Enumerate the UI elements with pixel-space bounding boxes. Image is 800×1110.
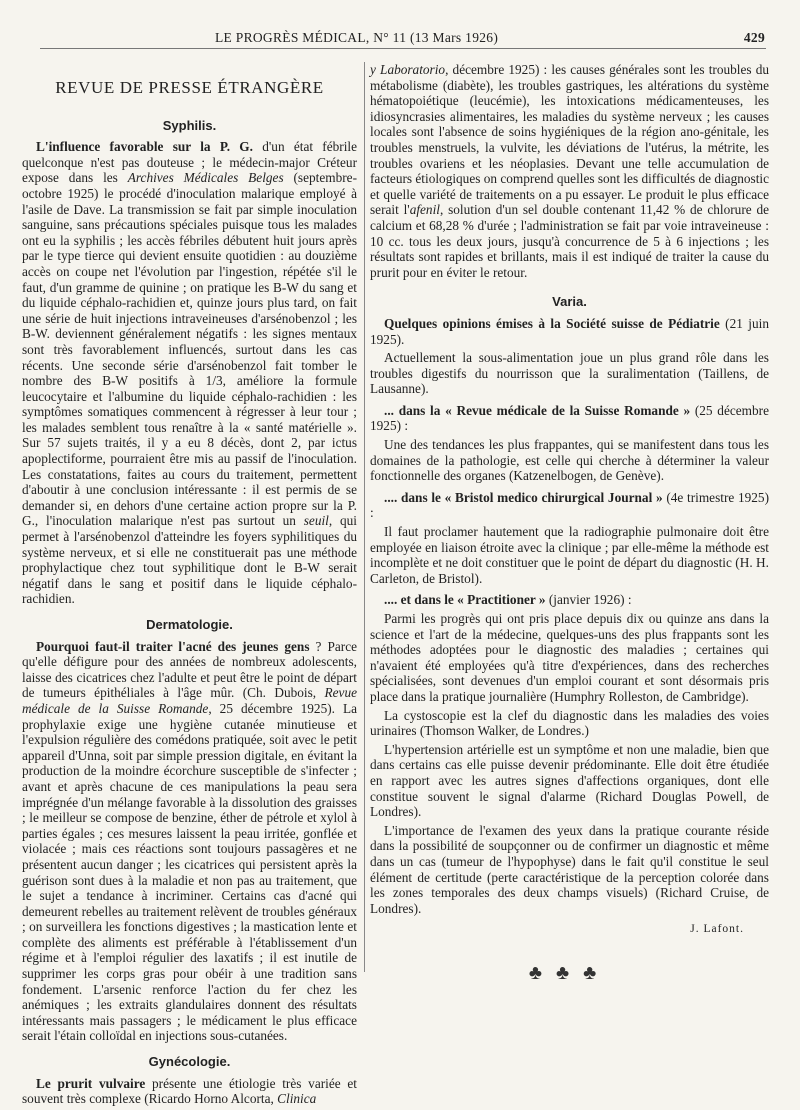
lead-dermatologie: Pourquoi faut-il traiter l'acné des jeunes gens (36, 638, 310, 654)
article-gynecologie-continued: y Laboratorio, décembre 1925) : les causes générales sont les troubles du métabolisme (diabète), les troubles gastriques, les altérations du système hématopoiétique (leucémie), les intoxications médicamenteuses, les idiosyncrasies alimentaires, les maladies du système nerveux ; les causes locales sont l'absence de soins hygiéniques de la région ano-génitale, les troubles menstruels, la vulvite, les déviations de l'utérus, la métrite, les troubles ovariens et les néoplasies. Devant une telle accumulation de facteurs étiologiques on comprend quelles sont les difficultés de diagnostic et quelle variété de traitements on a pu essayer. Le produit le plus efficace serait l'afenil, solution d'un sel double contenant 11,42 % de chlorure de calcium et 68,28 % d'urée ; l'administration se fait par voie intraveineuse : 10 cc. tous les deux jours, jusqu'à concurrence de 5 à 6 injections ; les résultats sont rapides et brillants, mais il est indiqué de traiter la cause du prurit pour en éviter le retour. (370, 62, 769, 280)
heading-gynecologie: Gynécologie. (148, 1054, 231, 1070)
column-divider (364, 62, 365, 972)
running-title: LE PROGRÈS MÉDICAL, N° 11 (13 Mars 1926) (215, 30, 499, 45)
header-rule (40, 48, 766, 49)
varia-entry-revue-suisse: ... dans la « Revue médicale de la Suisse Romande » (25 décembre 1925) : (370, 402, 769, 434)
running-head (0, 30, 800, 46)
varia-text-practitioner-2: La cystoscopie est la clef du diagnostic dans les maladies des voies urinaires (Thomson Walker, de Londres.) (370, 707, 769, 739)
article-syphilis: L'influence favorable sur la P. G. d'un état fébrile quelconque n'est pas douteuse ; le médecin-major Créteur expose dans les Archives Médicales Belges (septembre-octobre 1925) le procédé d'inoculation malarique employé à l'asile de Dave. La transmission se fait par simple inoculation sanguine, sans précautions spéciales puisque tous les malades ont eu la syphilis ; les accès fébriles débutent huit jours après par le type tierce qui devient ensuite quotidien : au douzième accès on coupe net l'évolution par l'ingestion, répétée s'il le faut, d'un gramme de quinine ; on pratique les B-W du sang et du liquide céphalo-rachidien et, quinze jours plus tard, on fait une série de huit injections intraveineuses d'arsénobenzol ; les B-W. deviennent généralement négatifs : les signes mentaux sont très favorablement influencés, surtout dans les cas récents. Une seconde série d'arsénobenzol fait tomber le nombre des B-W positifs à 1/3, améliore la formule leucocytaire et l'albumine du liquide céphalo-rachidien : les symptômes somatiques commencent à régresser à leur tour ; les malades semblent tous renaître à la « santé matérielle ». Sur 57 sujets traités, il y a eu 8 décès, dont 2, par ictus apoplectiforme, pourraient être mis au passif de l'inoculation. Les constatations, faites au cours du traitement, permettent d'aboutir à une conclusion intéressante : il est permis de se demander si, en dehors d'une certaine action propre sur la P. G., l'inoculation malarique n'est pas surtout un seuil, qui permet à l'arsénobenzol d'atteindre les foyers syphilitiques du système nerveux, et si elle ne constituerait pas une méthode prophylactique chez tout syphilitique dont le B-W serait négatif dans le sang et positif dans le liquide céphalo-rachidien. (22, 139, 358, 607)
term-afenil: afenil (409, 202, 440, 218)
heading-syphilis: Syphilis. (162, 117, 217, 133)
varia-text-practitioner-3: L'hypertension artérielle est un symptôme et non une maladie, bien que dans certains cas elle puisse devenir prédominante. Elle doit être étudiée en rapport avec les autres signes d'affections organiques, dont elle constitue souvent le signal d'alarme (Richard Douglas Powell, de Londres). (370, 741, 769, 820)
section-title: REVUE DE PRESSE ÉTRANGÈRE (55, 78, 324, 97)
article-dermatologie: Pourquoi faut-il traiter l'acné des jeunes gens ? Parce qu'elle défigure pour des années de nombreux adolescents, laisse des cicatrices chez l'adulte et peut être le point de départ de tumeurs épithéliales à l'âge mûr. (Ch. Dubois, Revue médicale de la Suisse Romande, 25 décembre 1925). La prophylaxie exige une hygiène cutanée minutieuse et l'expulsion régulière des comédons pratiquée, soit avec le petit appareil d'Unna, soit par simple pression digitale, en évitant la production de la moindre écorchure susceptible de s'infecter ; avant et après chacune de ces manipulations la peau sera imprégnée d'un mélange favorable à la dissolution des graisses ; le meilleur se compose de benzine, éther de pétrole et xylol à parties égales ; ces mesures laissent la peau irritée, gonflée et violacée ; mais ces réactions sont toujours passagères et ne présentent aucun danger ; les cicatrices qui persistent après la guérison sont dues à la maladie et non pas au traitement, que le sujet a tendance à incriminer. Certains cas d'acné qui demeurent rebelles au traitement relèvent de troubles généraux ; on surveillera les fonctions digestives ; la mastication lente et complète des aliments est préférable à l'établissement d'un régime et à l'emploi régulier des laxatifs ; il est inutile de supprimer les corps gras pour obéir à une tradition sans fondement. L'arsenic renforce l'action du fer chez les anémiques ; les extraits glandulaires donnent des résultats intéressants mais passagers ; le médicament le plus efficace serait l'étain colloïdal en injections sous-cutanées. (22, 638, 357, 1044)
heading-dermatologie: Dermatologie. (146, 617, 233, 632)
varia-text-revue-suisse: Une des tendances les plus frappantes, qui se manifestent dans tous les domaines de la pathologie, est celle qui cherche à déterminer la valeur fonctionnelle des organes (Katzenelbogen, de Genève). (370, 437, 769, 484)
journal-laboratorio: y Laboratorio (370, 62, 446, 77)
ornament-fleurons: ♣♣♣ (528, 961, 611, 984)
signature: J. Lafont. (690, 923, 744, 936)
varia-text-practitioner-1: Parmi les progrès qui ont pris place depuis dix ou quinze ans dans la science et l'art de la médecine, quelques-uns des plus frappants sont les méthodes adoptées pour le diagnostic des maladies ; certaines qui n'avaient été employées qu'à titre d'expériences, dans des recherches spécialisées, sont devenues d'un emploi courant et sont désormais pris place dans la pratique journalière (Humphry Rolleston, de Cambridge). (370, 611, 769, 704)
varia-entry-bristol: .... dans le « Bristol medico chirurgical Journal » (4e trimestre 1925) : (370, 489, 770, 521)
varia-text-pediatrie: Actuellement la sous-alimentation joue un plus grand rôle dans les troubles digestifs du nourrisson que la suralimentation (Taillens, de Lausanne). (370, 350, 769, 397)
journal-clinica: Clinica (277, 1091, 317, 1107)
varia-text-practitioner-4: L'importance de l'examen des yeux dans la pratique courante réside dans la possibilité de soupçonner ou de confirmer un diagnostic et même dans un cas (tumeur de l'hypophyse) dans le fait qu'il constitue le seul élément de certitude (perte caractéristique de la perception colorée dans les zones temporales des deux champs visuels) (Richard Cruise, de Londres). (370, 822, 769, 916)
journal-archives-belges: Archives Médicales Belges (127, 170, 284, 186)
article-gynecologie: Le prurit vulvaire présente une étiologie très variée et souvent très complexe (Ricardo Horno Alcorta, Clinica (22, 1075, 357, 1107)
right-column (370, 62, 770, 984)
varia-entry-practitioner: .... et dans le « Practitioner » (janvier 1926) : (384, 592, 632, 608)
page-number: 429 (743, 30, 765, 45)
lead-syphilis: L'influence favorable sur la P. G. (36, 139, 253, 155)
term-seuil: seuil (303, 513, 329, 529)
journal-revue-suisse: Revue médicale de la Suisse Romande (22, 685, 357, 716)
left-column (22, 62, 357, 1110)
varia-text-bristol: Il faut proclamer hautement que la radiographie pulmonaire doit être employée en liaison étroite avec la clinique ; par elle-même la méthode est incomplète et ne doit constituer que le point de départ du diagnostic (H. H. Carleton, de Bristol). (370, 524, 769, 586)
heading-varia: Varia. (552, 294, 587, 310)
lead-gynecologie: Le prurit vulvaire (36, 1075, 146, 1091)
varia-entry-pediatrie: Quelques opinions émises à la Société suisse de Pédiatrie (21 juin 1925). (370, 315, 769, 347)
